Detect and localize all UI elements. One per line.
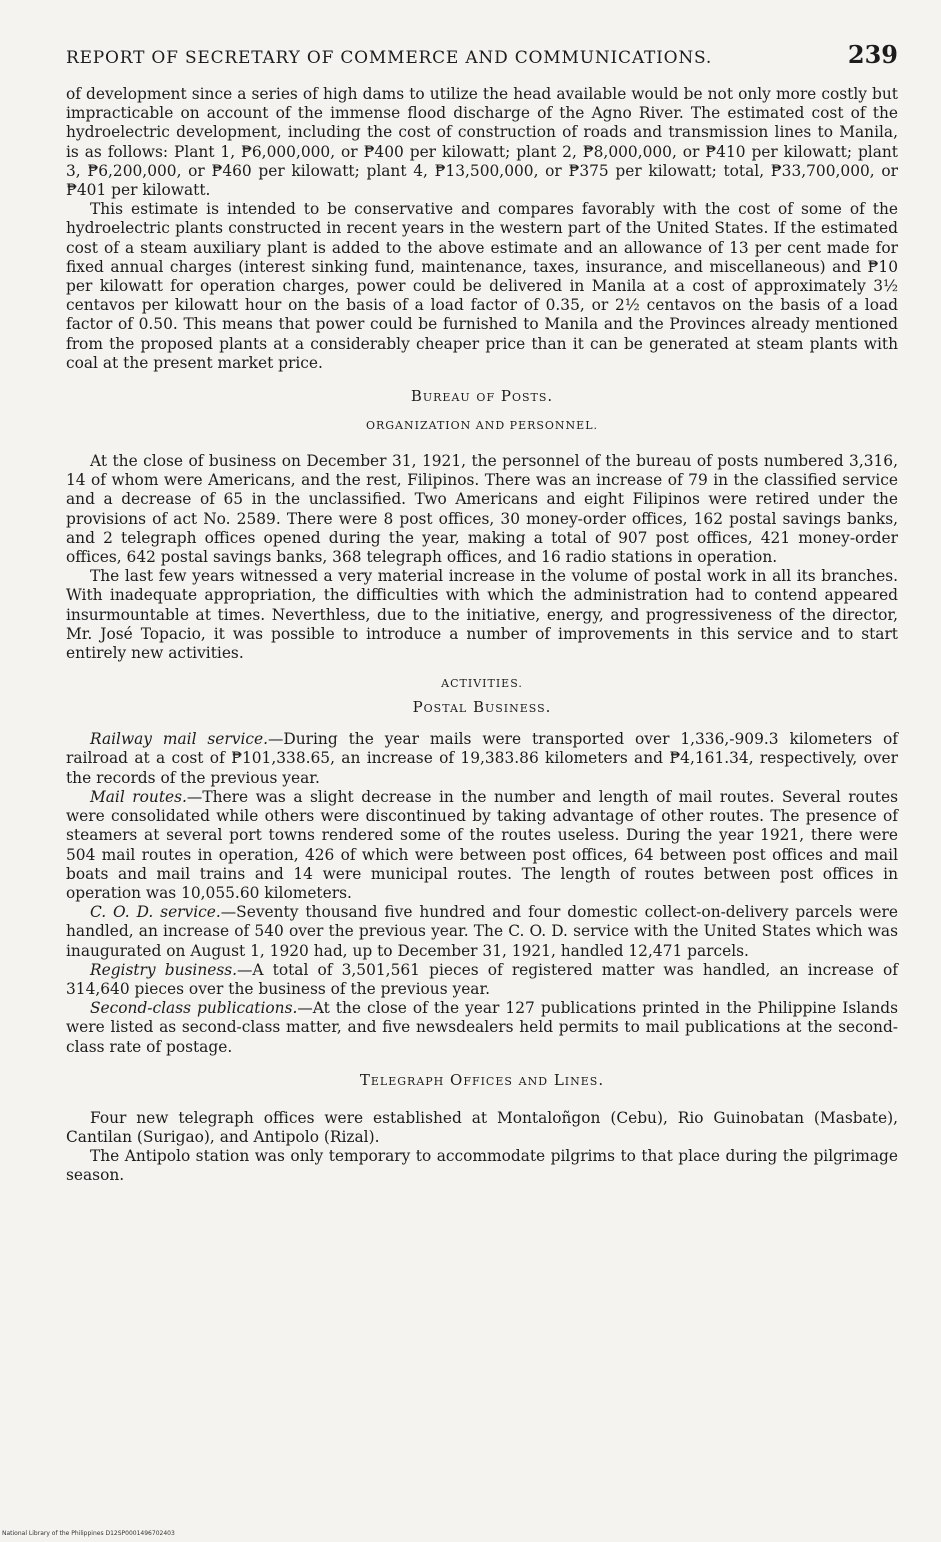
paragraph-registry bbox=[66, 961, 898, 999]
railway-title: Railway mail service. bbox=[90, 730, 269, 749]
header-title: REPORT OF SECRETARY OF COMMERCE AND COMMUNICATIONS. bbox=[66, 48, 713, 68]
paragraph-cod bbox=[66, 903, 898, 961]
footer-watermark: National Library of the Philippines D12SP0001496702403 bbox=[2, 1530, 175, 1537]
heading-activities: ACTIVITIES. bbox=[441, 677, 523, 691]
paragraph-antipolo: The Antipolo station was only temporary to accommodate pilgrims to that place during the pilgrimage season. bbox=[66, 1147, 898, 1185]
paragraph-second-class bbox=[66, 999, 898, 1057]
paragraph-railway bbox=[66, 730, 898, 788]
paragraph-estimate: This estimate is intended to be conservative and compares favorably with the cost of some of the hydroelectric plants constructed in recent years in the western part of the United States. If the estimated cost of a steam auxiliary plant is added to the above estimate and an allowance of 13 per cent made for fixed annual charges (interest sinking fund, maintenance, taxes, insurance, and miscellaneous) and ₱10 per kilowatt for operation charges, power could be delivered in Manila at a cost of approximately 3½ centavos per kilowatt hour on the basis of a load factor of 0.35, or 2½ centavos on the basis of a load factor of 0.50. This means that power could be furnished to Manila and the Provinces already mentioned from the proposed plants at a considerably cheaper price than it can be generated at steam plants with coal at the present market price. bbox=[66, 200, 898, 372]
cod-title: C. O. D. service. bbox=[90, 903, 221, 922]
second-class-text: —At the close of the year 127 publications printed in the Philippine Islands were listed as second-class matter, and five newsdealers held permits to mail publications at the second-class rate of postage. bbox=[66, 999, 898, 1056]
routes-text: —There was a slight decrease in the number and length of mail routes. Several routes were consolidated while others were discontinued by taking advantage of other routes. The presence of steamers at several port towns rendered some of the routes useless. During the year 1921, there were 504 mail routes in operation, 426 of which were between post offices, 64 between post offices and mail boats and mail trains and 14 were municipal routes. The length of routes between post offices in operation was 10,055.60 kilometers. bbox=[66, 787, 898, 902]
paragraph-postal-work: The last few years witnessed a very material increase in the volume of postal work in all its branches. With inadequate appropriation, the difficulties with which the administration had to contend appeared insurmountable at times. Neverthless, due to the initiative, energy, and progressiveness of the director, Mr. José Topacio, it was possible to introduce a number of improvements in this service and to start entirely new activities. bbox=[66, 567, 898, 663]
second-class-title: Second-class publications. bbox=[90, 999, 298, 1018]
running-header bbox=[66, 40, 898, 69]
heading-bureau-of-posts: Bureau of Posts. bbox=[410, 387, 554, 406]
heading-telegraph: Telegraph Offices and Lines. bbox=[359, 1070, 605, 1089]
page-number: 239 bbox=[847, 40, 898, 69]
registry-title: Registry business. bbox=[90, 960, 238, 979]
heading-postal-business: Postal Business. bbox=[412, 698, 552, 717]
registry-text: —A total of 3,501,561 pieces of registered matter was handled, an increase of 314,640 pieces over the business of the previous year. bbox=[66, 960, 898, 998]
document-page bbox=[66, 40, 898, 1186]
paragraph-personnel: At the close of business on December 31, 1921, the personnel of the bureau of posts numbered 3,316, 14 of whom were Americans, and the rest, Filipinos. There was an increase of 79 in the classified service and a decrease of 65 in the unclassified. Two Americans and eight Filipinos were retired under the provisions of act No. 2589. There were 8 post offices, 30 money-order offices, 162 postal savings banks, and 2 telegraph offices opened during the year, making a total of 907 post offices, 421 money-order offices, 642 postal savings banks, 368 telegraph offices, and 16 radio stations in operation. bbox=[66, 452, 898, 567]
paragraph-hydro-cost: of development since a series of high dams to utilize the head available would be not only more costly but impracticable on account of the immense flood discharge of the Agno River. The estimated cost of the hydroelectric development, including the cost of construction of roads and transmission lines to Manila, is as follows: Plant 1, ₱6,000,000, or ₱400 per kilowatt; plant 2, ₱8,000,000, or ₱410 per kilowatt; plant 3, ₱6,200,000, or ₱460 per kilowatt; plant 4, ₱13,500,000, or ₱375 per kilowatt; total, ₱33,700,000, or ₱401 per kilowatt. bbox=[66, 85, 898, 200]
heading-organization: ORGANIZATION AND PERSONNEL. bbox=[365, 419, 599, 433]
cod-text: —Seventy thousand five hundred and four domestic collect-on-delivery parcels were handled, an increase of 540 over the previous year. The C. O. D. service with the United States which was inaugurated on August 1, 1920 had, up to December 31, 1921, handled 12,471 parcels. bbox=[66, 903, 898, 960]
routes-title: Mail routes. bbox=[90, 787, 187, 806]
paragraph-telegraph-offices: Four new telegraph offices were established at Montaloñgon (Cebu), Rio Guinobatan (Masbate), Cantilan (Surigao), and Antipolo (Rizal). bbox=[66, 1108, 898, 1146]
railway-text: —During the year mails were transported over 1,336,-909.3 kilometers of railroad at a cost of ₱101,338.65, an increase of 19,383.86 kilometers and ₱4,161.34, respectively, over the records of the previous year. bbox=[66, 730, 898, 787]
paragraph-mail-routes bbox=[66, 788, 898, 903]
